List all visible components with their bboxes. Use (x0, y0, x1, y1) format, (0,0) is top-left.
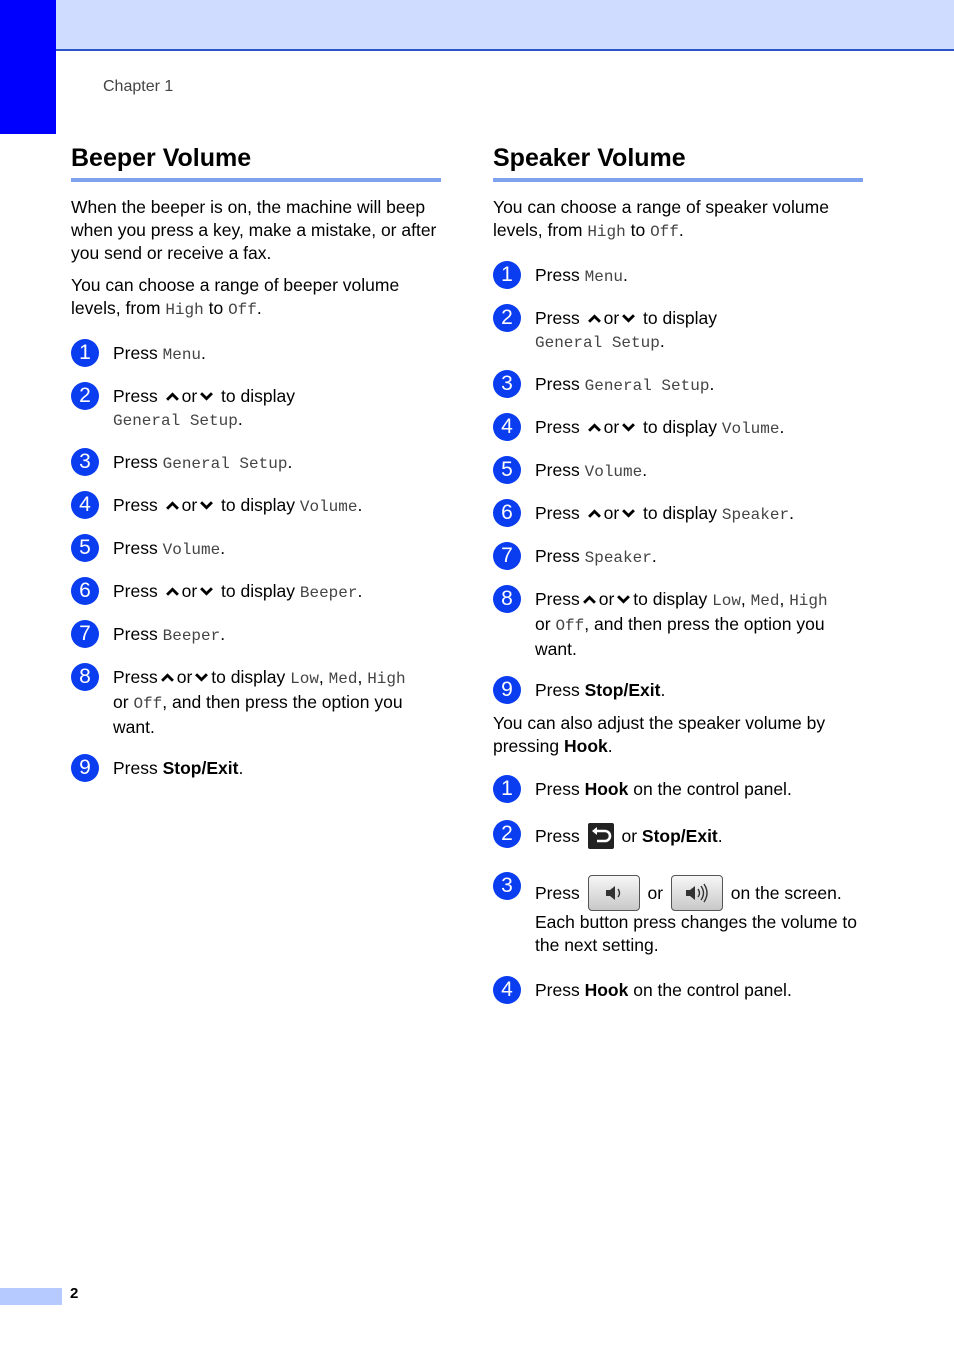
step: 1 Press Menu. (493, 264, 863, 289)
step: 7 Press Speaker. (493, 545, 863, 570)
step: 3 Press General Setup. (71, 451, 441, 476)
step-number: 4 (493, 413, 521, 441)
step-number: 1 (493, 261, 521, 289)
section-title: Speaker Volume (493, 142, 863, 182)
step-number: 8 (71, 663, 99, 691)
back-arrow-icon (588, 823, 614, 849)
step-number: 3 (71, 448, 99, 476)
chevron-down-icon (622, 507, 635, 520)
step-number: 2 (493, 304, 521, 332)
step: 8 Press or to display Low, Med, High or Off, and then press the option you want. (71, 666, 441, 739)
paragraph: You can choose a range of speaker volume levels, from High to Off. (493, 197, 829, 241)
step: 4 Press or to display Volume. (71, 494, 441, 519)
step-number: 7 (71, 620, 99, 648)
step-number: 4 (71, 491, 99, 519)
step: 2 Press or to display General Setup. (71, 385, 441, 433)
step: 4 Press Hook on the control panel. (493, 979, 863, 1002)
paragraph: You can choose a range of beeper volume levels, from High to Off. (71, 275, 400, 319)
step: 9 Press Stop/Exit. (493, 679, 863, 702)
step: 1 Press Menu. (71, 342, 441, 367)
step-number: 6 (71, 577, 99, 605)
chevron-up-icon (166, 390, 179, 403)
step: 2 Press or to display General Setup. (493, 307, 863, 355)
chevron-up-icon (166, 585, 179, 598)
step: 5 Press Volume. (71, 537, 441, 562)
chevron-down-icon (200, 499, 213, 512)
step-number: 3 (493, 872, 521, 900)
chevron-up-icon (588, 507, 601, 520)
step: 4 Press or to display Volume. (493, 416, 863, 441)
page-number: 2 (70, 1285, 79, 1302)
chevron-up-icon (588, 312, 601, 325)
chevron-up-icon (166, 499, 179, 512)
paragraph: When the beeper is on, the machine will beep when you press a key, make a mistake, or after you send or receive a fax. (71, 197, 437, 263)
chevron-up-icon (588, 421, 601, 434)
step: 6 Press or to display Beeper. (71, 580, 441, 605)
step-number: 1 (71, 339, 99, 367)
chevron-down-icon (195, 671, 208, 684)
step-number: 7 (493, 542, 521, 570)
step: 3 Press or on the screen. Each button press changes the volume to the next setting. (493, 875, 863, 957)
chapter-label: Chapter 1 (103, 78, 174, 95)
paragraph: You can also adjust the speaker volume by pressing Hook. (493, 713, 826, 756)
beeper-volume-section (71, 142, 441, 780)
footer-band (0, 1288, 62, 1305)
step-number: 9 (493, 676, 521, 704)
chevron-up-icon (583, 593, 596, 606)
speaker-low-icon[interactable] (588, 875, 640, 911)
chevron-down-icon (622, 312, 635, 325)
chevron-down-icon (200, 390, 213, 403)
step: 2 Press or Stop/Exit. (493, 823, 863, 849)
step-number: 2 (71, 382, 99, 410)
step: 3 Press General Setup. (493, 373, 863, 398)
step: 5 Press Volume. (493, 459, 863, 484)
chevron-down-icon (617, 593, 630, 606)
step-number: 1 (493, 775, 521, 803)
step: 1 Press Hook on the control panel. (493, 778, 863, 801)
chapter-tab (0, 0, 56, 134)
section-title: Beeper Volume (71, 142, 441, 182)
step-number: 8 (493, 585, 521, 613)
step-number: 3 (493, 370, 521, 398)
step-number: 2 (493, 820, 521, 848)
step-number: 4 (493, 976, 521, 1004)
step: 7 Press Beeper. (71, 623, 441, 648)
step-number: 6 (493, 499, 521, 527)
step: 9 Press Stop/Exit. (71, 757, 441, 780)
step: 6 Press or to display Speaker. (493, 502, 863, 527)
step-number: 9 (71, 754, 99, 782)
top-band (0, 0, 954, 51)
speaker-high-icon[interactable] (671, 875, 723, 911)
step: 8 Press or to display Low, Med, High or Off, and then press the option you want. (493, 588, 863, 661)
chevron-down-icon (200, 585, 213, 598)
step-number: 5 (493, 456, 521, 484)
chevron-down-icon (622, 421, 635, 434)
chevron-up-icon (161, 671, 174, 684)
step-number: 5 (71, 534, 99, 562)
speaker-volume-section (493, 142, 863, 1002)
